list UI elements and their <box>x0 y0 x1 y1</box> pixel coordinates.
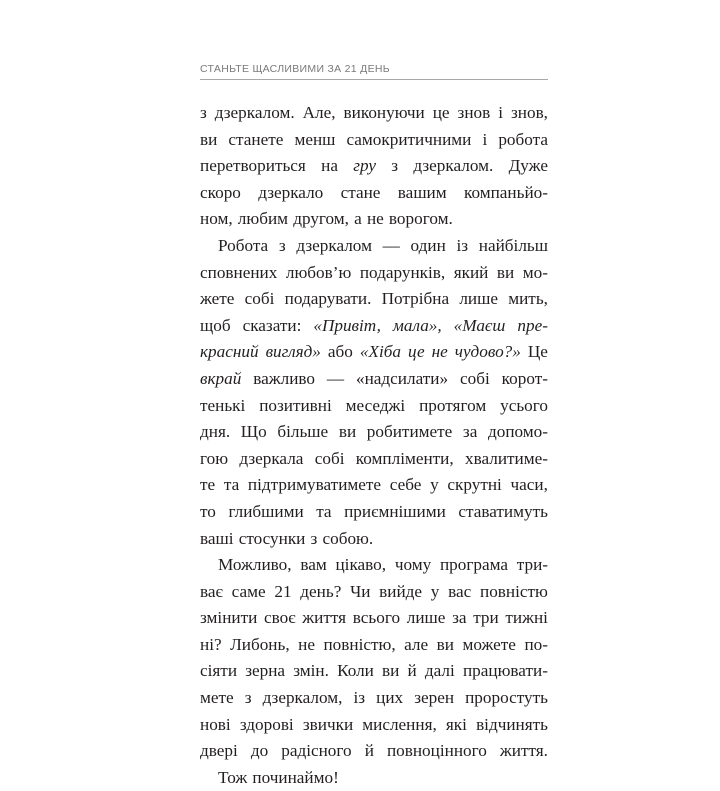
word: лише <box>406 608 446 628</box>
word: дзеркало <box>258 182 324 202</box>
word: робота <box>498 129 548 149</box>
word: собі <box>460 368 490 388</box>
word: у <box>430 581 440 601</box>
word: Що <box>240 422 267 442</box>
word: повноцінного <box>386 741 487 761</box>
word: і <box>498 103 503 122</box>
word: працювати- <box>462 661 548 681</box>
word: тенькі <box>200 395 246 415</box>
word: ви <box>382 661 400 681</box>
word: меседжі <box>345 395 406 415</box>
word: три <box>473 608 499 628</box>
word: Коли <box>337 661 374 681</box>
word: Але, <box>302 103 336 122</box>
word: другом, <box>293 209 349 229</box>
text-line <box>200 472 548 499</box>
word: — <box>382 235 400 255</box>
word: ває <box>200 581 223 601</box>
italic-word: «Хіба <box>359 342 401 362</box>
text-line <box>200 233 548 260</box>
word: дня. <box>200 422 231 442</box>
word: приємнішими <box>344 501 446 521</box>
word: вам <box>300 555 327 575</box>
word: ні? <box>200 634 222 654</box>
word: стане <box>340 182 381 202</box>
word: себе <box>389 475 422 495</box>
word: за <box>452 608 467 628</box>
word: ви <box>496 262 515 282</box>
word: Робота <box>218 235 269 255</box>
word: найбільш <box>478 235 548 255</box>
word: але <box>404 634 429 654</box>
text-line <box>200 180 548 207</box>
word: вийде <box>379 581 423 601</box>
word: то <box>200 501 216 521</box>
word: дзеркалом. <box>413 156 494 176</box>
word: компліменти, <box>355 448 454 468</box>
word: корот- <box>501 368 548 388</box>
word: з <box>244 688 252 708</box>
word: із <box>353 688 366 708</box>
text-line <box>200 658 548 685</box>
word: собою. <box>322 528 374 548</box>
word: дзеркалом, <box>262 688 343 708</box>
word: мить, <box>508 289 548 309</box>
word: та <box>316 501 332 521</box>
text-line <box>200 339 548 366</box>
word: відчинять <box>476 714 548 734</box>
word: хвалитиме- <box>465 448 548 468</box>
word: за <box>462 422 478 442</box>
text-line <box>200 260 548 287</box>
word: скрутні <box>447 475 502 495</box>
word: позитивні <box>259 395 332 415</box>
text-line <box>200 632 548 659</box>
italic-word: вигляд» <box>265 342 321 362</box>
text-line <box>200 446 548 473</box>
word: який <box>453 262 489 282</box>
text-line <box>200 579 548 606</box>
word: та <box>223 475 240 495</box>
word: дзеркалом <box>296 235 372 255</box>
word: можете <box>462 634 516 654</box>
text-line <box>200 738 548 765</box>
word: по- <box>524 634 548 654</box>
word: повністю, <box>323 634 396 654</box>
word: знов, <box>510 103 548 122</box>
word: і <box>482 129 488 149</box>
word: скоро <box>200 182 241 202</box>
word: подарувати. <box>284 289 372 309</box>
word: змінити <box>200 608 258 628</box>
word: радісного <box>281 741 352 761</box>
word: з <box>391 156 399 176</box>
word: подарунків, <box>359 262 446 282</box>
word: зерен <box>414 688 455 708</box>
word: вашим <box>397 182 447 202</box>
word: цих <box>376 688 404 708</box>
running-head: СТАНЬТЕ ЩАСЛИВИМИ ЗА 21 ДЕНЬ <box>200 63 390 75</box>
word: ви <box>200 129 218 149</box>
text-line <box>200 419 548 446</box>
word: мислення, <box>362 714 437 734</box>
word: здорові <box>239 714 294 734</box>
word: далі <box>424 661 455 681</box>
word: мете <box>200 688 234 708</box>
word: Чи <box>350 581 371 601</box>
word: змін. <box>293 661 329 681</box>
word: знов <box>457 103 491 122</box>
body-text <box>200 100 548 791</box>
text-line <box>200 605 548 632</box>
text-line <box>200 153 548 180</box>
italic-word: вкрай <box>200 368 242 388</box>
word: протягом <box>419 395 487 415</box>
word: любов’ю <box>285 262 352 282</box>
word: Либонь, <box>230 634 290 654</box>
word: Потрібна <box>381 289 450 309</box>
word: двері <box>200 741 238 761</box>
text-line <box>200 552 548 579</box>
text-line <box>200 313 548 340</box>
word: до <box>250 741 269 761</box>
word: глибшими <box>228 501 304 521</box>
word: вас <box>448 581 472 601</box>
word: ви <box>338 422 357 442</box>
text-line <box>200 127 548 154</box>
word: ви <box>436 634 454 654</box>
word: Дуже <box>508 156 548 176</box>
word: сіяти <box>200 661 238 681</box>
word: жете <box>200 289 235 309</box>
word: а <box>354 209 362 229</box>
text-line <box>200 765 548 791</box>
italic-word: чудово?» <box>454 342 521 362</box>
word: життя <box>302 608 347 628</box>
italic-word: гру <box>353 156 376 176</box>
word: перетвориться <box>200 156 306 176</box>
word: всього <box>352 608 401 628</box>
italic-word: не <box>431 342 448 362</box>
word: з <box>200 103 207 122</box>
word: допомо- <box>487 422 548 442</box>
word: «надсилати» <box>356 368 449 388</box>
word: часи, <box>510 475 548 495</box>
word: важливо <box>253 368 315 388</box>
word: те <box>200 475 216 495</box>
word: не <box>366 209 384 229</box>
word: день? <box>300 581 342 601</box>
word: станете <box>228 129 284 149</box>
italic-word: «Маєш <box>453 315 506 335</box>
header-divider <box>200 79 548 80</box>
word: Тож <box>218 767 248 787</box>
word: — <box>326 368 345 388</box>
text-line <box>200 712 548 739</box>
word: виконуючи <box>343 103 425 122</box>
word: які <box>445 714 467 734</box>
word: тижні <box>505 608 548 628</box>
word: ном, <box>200 209 233 229</box>
word: три- <box>516 555 548 575</box>
word: стосунки <box>238 528 306 548</box>
text-line <box>200 499 548 526</box>
text-line <box>200 100 548 127</box>
word: проростуть <box>465 688 548 708</box>
word: один <box>410 235 446 255</box>
word: ворогом. <box>388 209 453 229</box>
word: зерна <box>245 661 286 681</box>
word: собі <box>314 448 345 468</box>
italic-word: «Привіт, <box>313 315 381 335</box>
word: не <box>298 634 315 654</box>
italic-word: це <box>407 342 425 362</box>
word: це <box>432 103 450 122</box>
word: Можливо, <box>218 555 292 575</box>
word: сказати: <box>242 315 302 335</box>
word: своє <box>264 608 296 628</box>
word: й <box>364 741 374 761</box>
word: сповнених <box>200 262 278 282</box>
italic-word: красний <box>200 342 259 362</box>
word: й <box>407 661 417 681</box>
word: нові <box>200 714 231 734</box>
word: ваші <box>200 528 234 548</box>
word: із <box>456 235 469 255</box>
word: Це <box>527 342 548 362</box>
word: життя. <box>499 741 548 761</box>
text-line <box>200 393 548 420</box>
word: менш <box>294 129 336 149</box>
word: лише <box>459 289 498 309</box>
word: цікаво, <box>335 555 387 575</box>
word: робитимете <box>366 422 453 442</box>
italic-word: пре- <box>517 315 548 335</box>
word: починаймо! <box>252 767 339 787</box>
word: програма <box>439 555 508 575</box>
word: ставатимуть <box>458 501 548 521</box>
word: самокритичними <box>346 129 472 149</box>
word: чому <box>394 555 432 575</box>
word: більше <box>277 422 329 442</box>
word: або <box>327 342 353 362</box>
word: 21 <box>274 581 292 601</box>
word: підтримуватимете <box>247 475 382 495</box>
word: у <box>430 475 439 495</box>
word: щоб <box>200 315 231 335</box>
word: собі <box>244 289 275 309</box>
text-line <box>200 286 548 313</box>
word: любим <box>237 209 289 229</box>
text-line <box>200 206 548 233</box>
word: усього <box>500 395 548 415</box>
italic-word: мала», <box>392 315 442 335</box>
word: гою <box>200 448 229 468</box>
word: дзеркала <box>239 448 304 468</box>
word: компаньйо- <box>463 182 548 202</box>
word: мо- <box>522 262 548 282</box>
word: дзеркалом. <box>214 103 295 122</box>
word: саме <box>231 581 266 601</box>
word: з <box>278 235 286 255</box>
word: повністю <box>480 581 548 601</box>
word: з <box>310 528 318 548</box>
word: звички <box>302 714 354 734</box>
text-line <box>200 526 548 553</box>
word: на <box>321 156 338 176</box>
text-line <box>200 685 548 712</box>
text-line <box>200 366 548 393</box>
